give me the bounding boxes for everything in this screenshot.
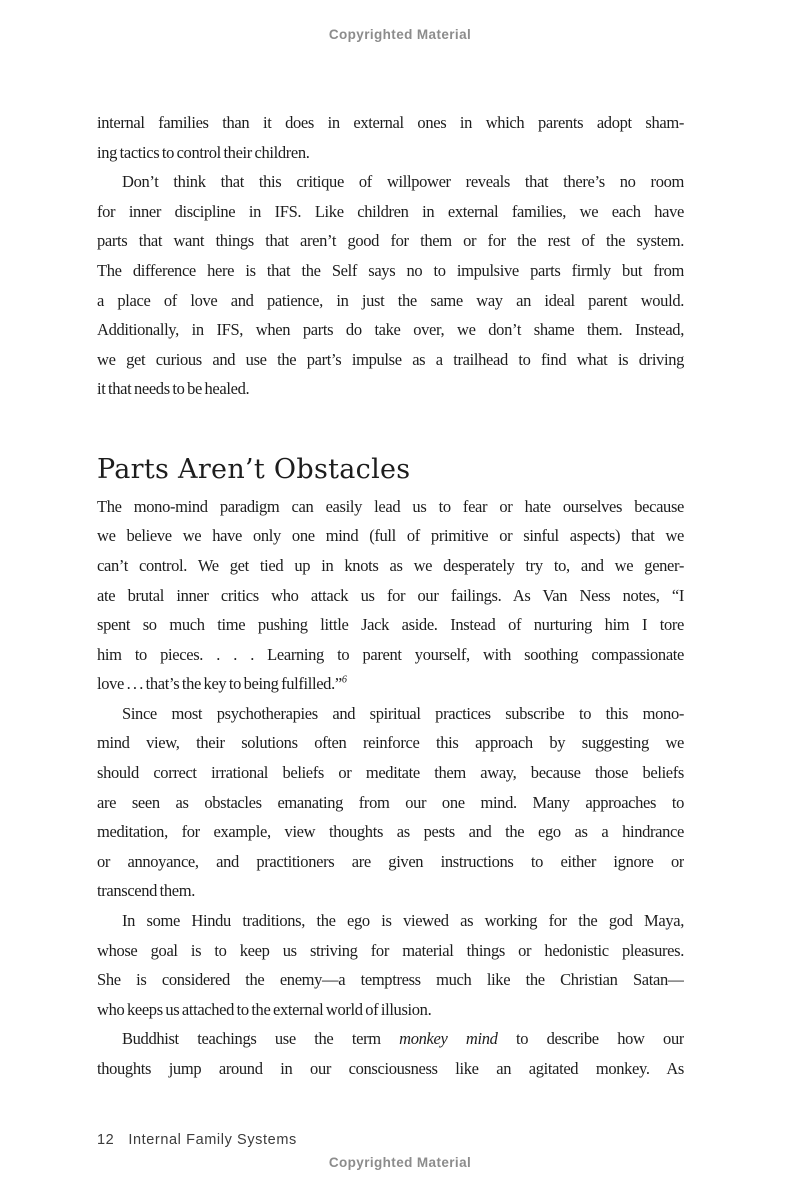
paragraph [97,492,684,699]
text-line: Additionally, in IFS, when parts do take over, we don’t shame them. Instead, [97,320,684,340]
copyright-notice-top: Copyrighted Material [328,27,472,42]
text-line: spent so much time pushing little Jack aside. Instead of nurturing him I tore [97,615,684,635]
text-line: are seen as obstacles emanating from our one mind. Many approaches to [97,792,684,812]
text-line: parts that want things that aren’t good for them or for the rest of the system. [97,231,684,251]
text-line: whose goal is to keep us striving for material things or hedonistic pleasures. [97,940,684,960]
running-footer [97,1132,297,1148]
paragraph [97,108,684,167]
text-line: or annoyance, and practitioners are given instructions to either ignore or [97,851,684,871]
text-line: ing tactics to control their children. [97,142,310,162]
text-line: him to pieces. . . . Learning to parent yourself, with soothing compassionate [97,644,684,664]
text-line: Don’t think that this critique of willpower reveals that there’s no room [122,172,684,192]
text-line: love . . . that’s the key to being fulfilled.”$^6$ [97,674,347,694]
section-heading: Parts Aren’t Obstacles [97,454,411,486]
text-line: The mono-mind paradigm can easily lead us to fear or hate ourselves because [97,496,684,516]
text-line: for inner discipline in IFS. Like children in external families, we each have [97,201,684,221]
text-line: In some Hindu traditions, the ego is viewed as working for the god Maya, [122,911,684,931]
text-line: ate brutal inner critics who attack us for our failings. As Van Ness notes, “I [97,585,684,605]
text-line: a place of love and patience, in just the same way an ideal parent would. [97,290,684,310]
text-line: should correct irrational beliefs or meditate them away, because those beliefs [97,763,684,783]
copyright-notice-bottom: Copyrighted Material [328,1155,472,1170]
text-line: The difference here is that the Self says no to impulsive parts firmly but from [97,260,684,280]
text-line: can’t control. We get tied up in knots as we desperately try to, and we gener- [97,555,684,575]
paragraph [97,1024,684,1083]
text-line: it that needs to be healed. [97,379,250,399]
text-line: internal families than it does in external ones in which parents adopt sham- [97,113,684,132]
text-line: meditation, for example, view thoughts as pests and the ego as a hindrance [97,822,684,842]
text-line: She is considered the enemy—a temptress much like the Christian Satan— [97,970,684,990]
text-line: thoughts jump around in our consciousness like an agitated monkey. As [97,1059,684,1079]
paragraph [97,699,684,906]
page-number: 12 [97,1132,115,1148]
text-line: mind view, their solutions often reinforce this approach by suggesting we [97,733,684,753]
text-line: we believe we have only one mind (full of primitive or sinful aspects) that we [97,526,684,546]
paragraph [97,167,684,404]
text-line: who keeps us attached to the external world of illusion. [97,999,432,1019]
text-line: we get curious and use the part’s impulse as a trailhead to find what is driving [97,349,684,369]
text-line: Since most psychotherapies and spiritual practices subscribe to this mono- [122,703,684,723]
text-line: Buddhist teachings use the term monkey mind to describe how our [122,1029,684,1049]
book-title: Internal Family Systems [128,1132,297,1148]
page-body-text [97,108,684,1084]
text-line: transcend them. [97,881,196,901]
paragraph [97,906,684,1024]
